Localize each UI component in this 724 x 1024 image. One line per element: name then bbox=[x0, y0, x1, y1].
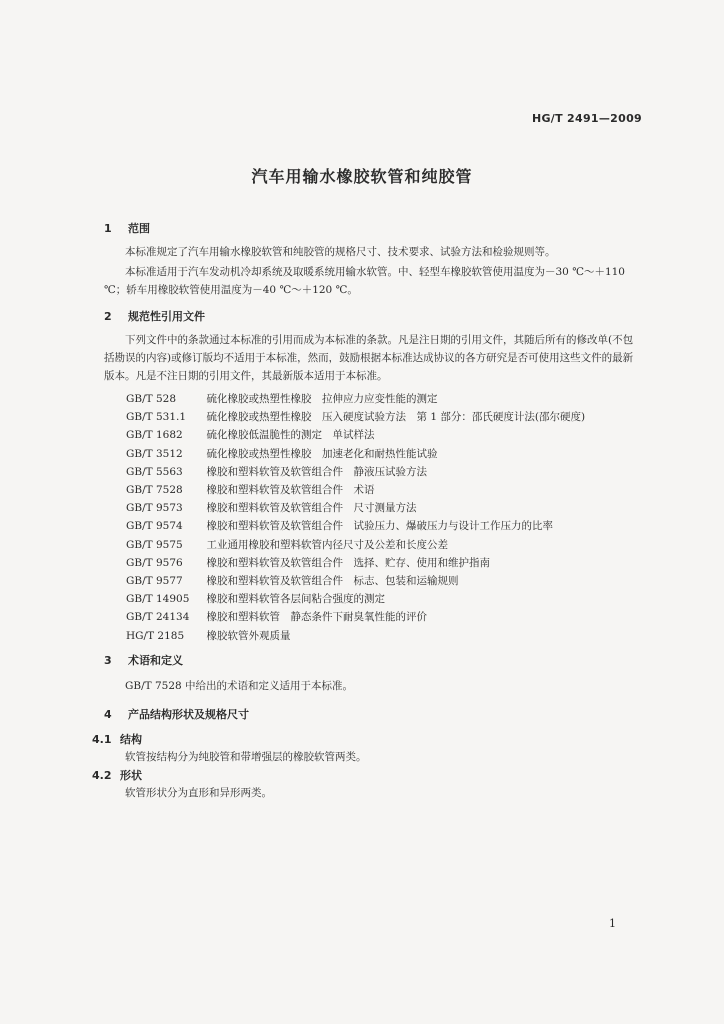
reference-code: GB/T 1682 bbox=[126, 429, 183, 442]
document-title: 汽车用输水橡胶软管和纯胶管 bbox=[251, 167, 473, 186]
reference-title: 橡胶和塑料软管各层间粘合强度的测定 bbox=[206, 593, 385, 606]
reference-title: 橡胶和塑料软管及软管组合件 术语 bbox=[206, 484, 375, 497]
reference-title: 橡胶和塑料软管及软管组合件 静液压试验方法 bbox=[206, 465, 427, 478]
section-title: 结构 bbox=[120, 733, 142, 746]
section-number: 2 bbox=[104, 310, 112, 323]
section-title: 规范性引用文件 bbox=[128, 310, 205, 323]
reference-item bbox=[126, 481, 585, 499]
reference-code: GB/T 9575 bbox=[126, 538, 183, 551]
section-title: 术语和定义 bbox=[128, 654, 183, 667]
section-number: 4 bbox=[104, 708, 112, 721]
section-2-paragraph-1: 下列文件中的条款通过本标准的引用而成为本标准的条款。凡是注日期的引用文件，其随后所有的修改单(不包括勘误的内容)或修订版均不适用于本标准，然而，鼓励根据本标准达成协议的各方研究是否可使用这些文件的最新版本。凡是不注日期的引用文件，其最新版本适用于本标准。 bbox=[104, 334, 634, 382]
reference-item bbox=[126, 517, 585, 535]
reference-item bbox=[126, 590, 585, 608]
section-2-heading bbox=[104, 308, 205, 324]
reference-code: GB/T 528 bbox=[126, 393, 177, 405]
reference-title: 橡胶软管外观质量 bbox=[206, 629, 291, 642]
reference-item bbox=[126, 463, 585, 481]
section-1-heading bbox=[104, 220, 150, 236]
reference-item bbox=[126, 554, 585, 572]
section-4-1-heading bbox=[92, 731, 142, 747]
section-4-1-paragraph-1: 软管按结构分为纯胶管和带增强层的橡胶软管两类。 bbox=[125, 751, 367, 763]
reference-item bbox=[126, 572, 585, 590]
reference-item bbox=[126, 536, 585, 554]
section-title: 产品结构形状及规格尺寸 bbox=[128, 708, 249, 721]
reference-title: 硫化橡胶或热塑性橡胶 压入硬度试验方法 第 1 部分：邵氏硬度计法(邵尔硬度) bbox=[206, 411, 586, 424]
reference-title: 橡胶和塑料软管及软管组合件 标志、包装和运输规则 bbox=[206, 575, 459, 588]
section-number: 4.2 bbox=[92, 769, 112, 782]
section-title: 范围 bbox=[128, 222, 150, 235]
reference-code: GB/T 14905 bbox=[126, 593, 190, 606]
reference-code: GB/T 7528 bbox=[126, 484, 183, 497]
reference-code: GB/T 3512 bbox=[126, 447, 183, 460]
reference-code: GB/T 9576 bbox=[126, 556, 183, 569]
reference-code: GB/T 9577 bbox=[126, 575, 183, 588]
section-number: 3 bbox=[104, 654, 112, 667]
reference-item bbox=[126, 445, 585, 463]
section-title: 形状 bbox=[120, 769, 142, 782]
reference-title: 硫化橡胶低温脆性的测定 单试样法 bbox=[206, 429, 375, 442]
section-1-paragraph-2: 本标准适用于汽车发动机冷却系统及取暖系统用输水软管。中、轻型车橡胶软管使用温度为－30 ℃～＋110 ℃；轿车用橡胶软管使用温度为－40 ℃～＋120 ℃。 bbox=[104, 266, 625, 296]
section-4-2-paragraph-1: 软管形状分为直形和异形两类。 bbox=[125, 787, 272, 799]
section-number: 1 bbox=[104, 222, 112, 235]
section-4-2-heading bbox=[92, 767, 142, 783]
reference-title: 硫化橡胶或热塑性橡胶 拉伸应力应变性能的测定 bbox=[206, 393, 438, 405]
reference-title: 橡胶和塑料软管及软管组合件 选择、贮存、使用和维护指南 bbox=[206, 556, 490, 569]
reference-code: GB/T 5563 bbox=[126, 465, 183, 478]
reference-title: 橡胶和塑料软管 静态条件下耐臭氧性能的评价 bbox=[206, 611, 427, 624]
section-number: 4.1 bbox=[92, 733, 112, 746]
page-number: 1 bbox=[609, 917, 616, 930]
reference-item bbox=[126, 499, 585, 517]
reference-code: HG/T 2185 bbox=[126, 629, 185, 642]
section-3-paragraph-1: GB/T 7528 中给出的术语和定义适用于本标准。 bbox=[125, 680, 354, 692]
reference-code: GB/T 531.1 bbox=[126, 411, 187, 424]
reference-item bbox=[126, 390, 585, 408]
section-3-heading bbox=[104, 652, 183, 668]
standard-code: HG/T 2491—2009 bbox=[531, 112, 642, 125]
reference-list bbox=[126, 390, 585, 645]
reference-item bbox=[126, 426, 585, 444]
section-4-heading bbox=[104, 706, 249, 722]
section-1-paragraph-1: 本标准规定了汽车用输水橡胶软管和纯胶管的规格尺寸、技术要求、试验方法和检验规则等。 bbox=[125, 246, 556, 258]
reference-title: 橡胶和塑料软管及软管组合件 尺寸测量方法 bbox=[206, 502, 417, 515]
reference-code: GB/T 9573 bbox=[126, 502, 183, 515]
reference-title: 硫化橡胶或热塑性橡胶 加速老化和耐热性能试验 bbox=[206, 447, 438, 460]
reference-item bbox=[126, 408, 585, 426]
reference-title: 橡胶和塑料软管及软管组合件 试验压力、爆破压力与设计工作压力的比率 bbox=[206, 520, 553, 533]
reference-code: GB/T 9574 bbox=[126, 520, 183, 533]
reference-item bbox=[126, 608, 585, 626]
reference-item bbox=[126, 627, 585, 645]
reference-code: GB/T 24134 bbox=[126, 611, 190, 624]
reference-title: 工业通用橡胶和塑料软管内径尺寸及公差和长度公差 bbox=[206, 538, 448, 551]
